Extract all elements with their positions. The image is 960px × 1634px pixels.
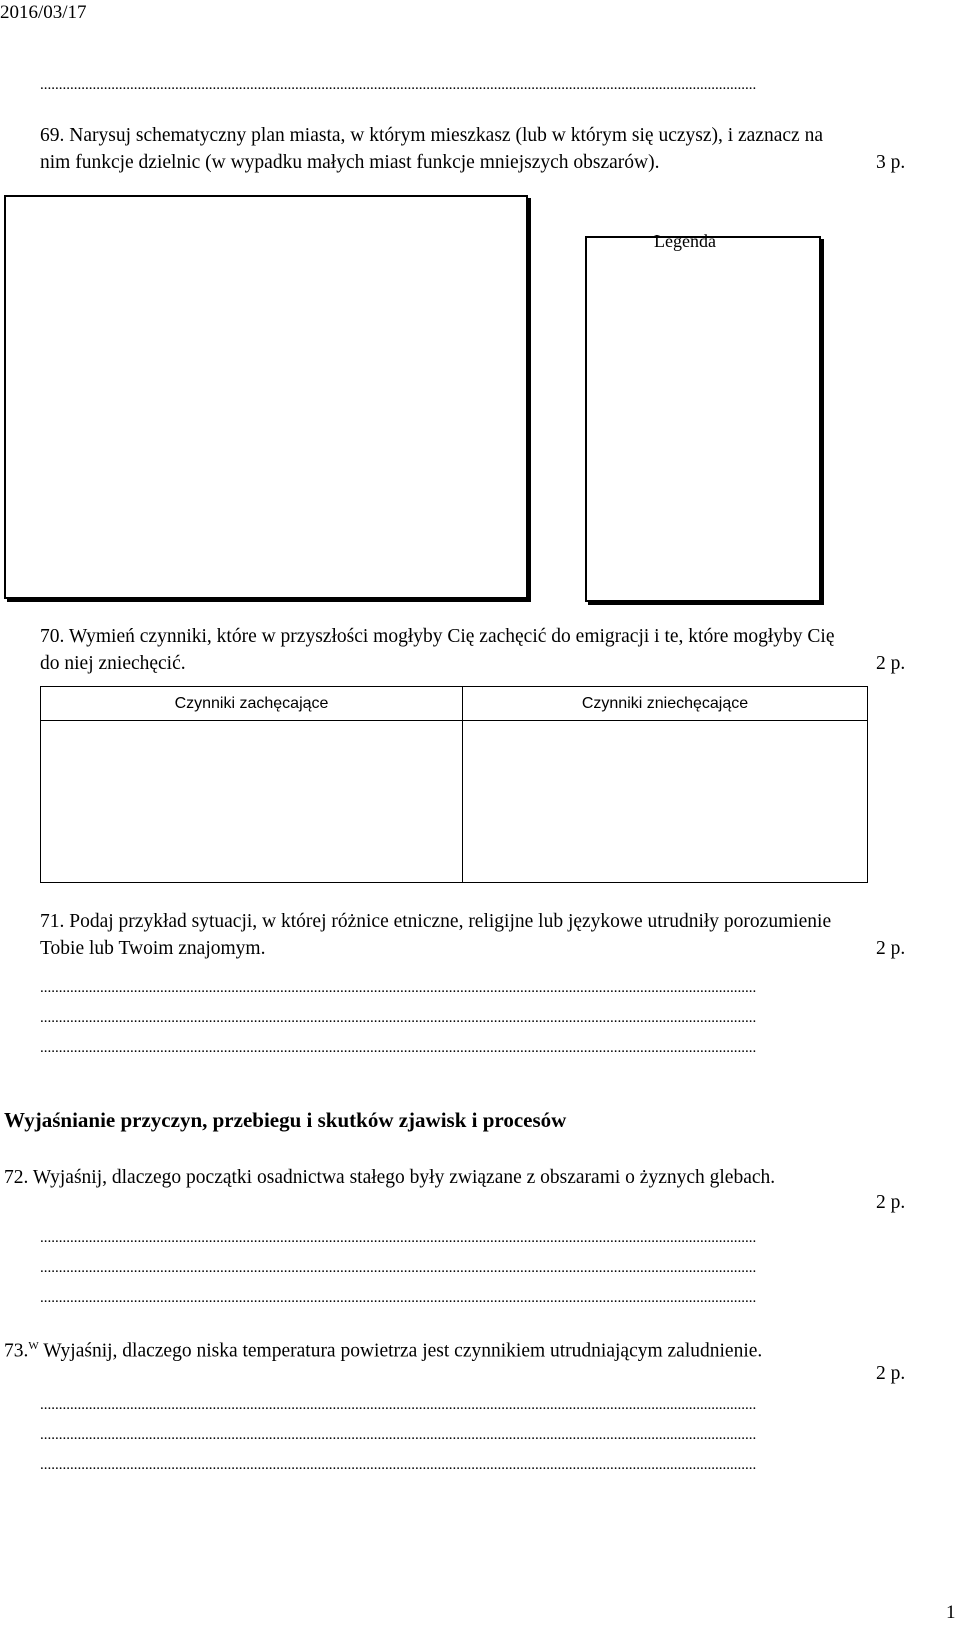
question-69-line1 — [40, 124, 823, 148]
answer-line[interactable]: ............................................................................................................................................................................................... — [40, 1013, 757, 1026]
question-71-points: 2 p. — [876, 938, 906, 959]
question-number: 69. — [40, 125, 65, 146]
answer-line[interactable]: ............................................................................................................................................................................................... — [40, 1293, 757, 1306]
question-69-points: 3 p. — [876, 152, 906, 173]
question-72-line1 — [4, 1166, 775, 1190]
legend-drawing-area[interactable] — [585, 236, 821, 602]
answer-cell-encouraging[interactable] — [41, 721, 463, 883]
question-text: Wymień czynniki, które w przyszłości mogłyby Cię zachęcić do emigracji i te, które mogłyby Cię — [68, 626, 835, 647]
question-70-points: 2 p. — [876, 653, 906, 674]
question-number: 72. — [4, 1167, 29, 1188]
answer-line[interactable]: ............................................................................................................................................................................................... — [40, 1460, 757, 1473]
answer-line[interactable]: ............................................................................................................................................................................................... — [40, 1043, 757, 1056]
question-70-line2: do niej zniechęcić. — [40, 653, 186, 674]
answer-line[interactable]: ............................................................................................................................................................................................... — [40, 1263, 757, 1276]
section-heading: Wyjaśnianie przyczyn, przebiegu i skutków zjawisk i procesów — [4, 1108, 567, 1132]
factors-table — [40, 686, 868, 883]
legend-label: Legenda — [654, 231, 716, 251]
answer-line[interactable]: ............................................................................................................................................................................................... — [40, 983, 757, 996]
question-text: Podaj przykład sytuacji, w której różnice etniczne, religijne lub językowe utrudniły porozumienie — [69, 911, 832, 932]
question-text: Wyjaśnij, dlaczego niska temperatura powietrza jest czynnikiem utrudniającym zaludnienie. — [43, 1340, 763, 1362]
question-71-line1 — [40, 910, 831, 934]
question-72-points: 2 p. — [876, 1192, 906, 1213]
city-plan-drawing-area[interactable] — [4, 195, 528, 599]
question-marker: W — [28, 1340, 39, 1352]
question-number: 70. — [40, 626, 65, 647]
page-number: 1 — [946, 1602, 956, 1623]
answer-line[interactable]: ............................................................................................................................................................................................... — [40, 1233, 757, 1246]
question-69-line2: nim funkcje dzielnic (w wypadku małych miast funkcje mniejszych obszarów). — [40, 152, 660, 173]
answer-line[interactable]: ............................................................................................................................................................................................... — [40, 1400, 757, 1413]
page-date: 2016/03/17 — [0, 2, 87, 23]
question-71-line2: Tobie lub Twoim znajomym. — [40, 938, 266, 959]
question-73-line1 — [4, 1334, 762, 1364]
question-text: Narysuj schematyczny plan miasta, w którym mieszkasz (lub w którym się uczysz), i zaznacz na — [69, 125, 823, 146]
column-header-encouraging: Czynniki zachęcające — [41, 687, 463, 721]
column-header-discouraging: Czynniki zniechęcające — [463, 687, 868, 721]
question-73-points: 2 p. — [876, 1363, 906, 1384]
question-number: 71. — [40, 911, 65, 932]
question-70-line1 — [40, 625, 835, 649]
answer-line[interactable]: ............................................................................................................................................................................................... — [40, 1430, 757, 1443]
question-text: Wyjaśnij, dlaczego początki osadnictwa stałego były związane z obszarami o żyznych glebach. — [32, 1167, 776, 1188]
question-number: 73. — [4, 1340, 29, 1362]
answer-line: ............................................................................................................................................................................................... — [40, 80, 757, 93]
answer-cell-discouraging[interactable] — [463, 721, 868, 883]
